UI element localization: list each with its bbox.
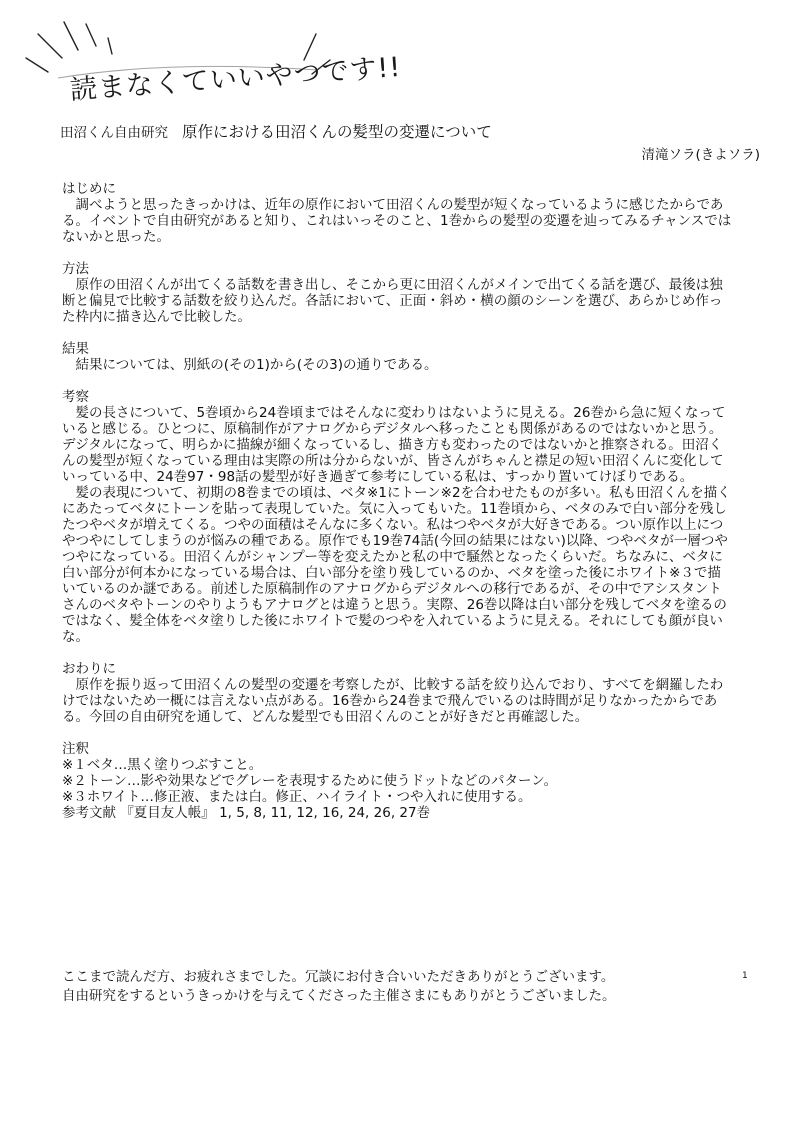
references: 参考文献 『夏目友人帳』 1, 5, 8, 11, 12, 16, 24, 26, 27巻 (62, 805, 431, 821)
section-heading-notes: 注釈 (62, 741, 89, 757)
page-title: 原作における田沼くんの髪型の変遷について (182, 123, 492, 141)
title-prefix: 田沼くん自由研究 (60, 125, 168, 141)
handwritten-note (18, 20, 403, 130)
note-item: ※３ホワイト…修正液、または白。修正、ハイライト・つや入れに使用する。 (62, 789, 532, 805)
method-text: 原作の田沼くんが出てくる話数を書き出し、そこから更に田沼くんがメインで出てくる話を選び、最後は独断と偏見で比較する話数を絞り込んだ。各話において、正面・斜め・横の顔のシーンを選び、あらかじめ作った枠内に描き込んで比較した。 (62, 277, 723, 325)
closing-line: ここまで読んだ方、お疲れさまでした。冗談にお付き合いいただきありがとうございます。 (62, 969, 615, 985)
section-heading-discussion: 考察 (62, 389, 89, 405)
note-item: ※２トーン…影や効果などでグレーを表現するために使うドットなどのパターン。 (62, 773, 558, 789)
notes-section (62, 741, 732, 821)
note-item: ※１ベタ…黒く塗りつぶすこと。 (62, 757, 263, 773)
section-heading-results: 結果 (62, 341, 89, 357)
discussion-paragraph-1: 髪の長さについて、5巻頃から24巻頃まではそんなに変わりはないように見える。26巻から急に短くなっていると感じる。ひとつに、原稿制作がアナログからデジタルへ移ったことも関係があるのではないかと思う。デジタルになって、明らかに描線が細くなっているし、描き方も変わったのではないかと推察される。田沼くんの髪型が短くなっている理由は実際の所は分からないが、皆さんがちゃんと襟足の短い田沼くんに変化していっている中、24巻97・98話の髪型が好き過ぎて参考にしている私は、すっかり置いてけぼりである。 (62, 405, 726, 485)
discussion-paragraph-2: 髪の表現について、初期の8巻までの頃は、ベタ※1にトーン※2を合わせたものが多い。私も田沼くんを描くにあたってベタにトーンを貼って表現していた。気に入ってもいた。11巻頃から、ベタのみで白い部分を残したつやベタが増えてくる。つやの面積はそんなに多くない。私はつやベタが大好きである。つい原作以上につやつやにしてしまうのが悩みの種である。原作でも19巻74話(今回の結果にはない)以降、つやベタが一層つやつやになっている。田沼くんがシャンプー等を変えたかと私の中で騒然となったくらいだ。ちなみに、ベタに白い部分が何本かになっている場合は、白い部分を塗り残しているのか、ベタを塗った後にホワイト※３で描いているのか謎である。前述した原稿制作のアナログからデジタルへの移行であるが、その中でアシスタントさんのベタやトーンのやりようもアナログとは違うと思う。実際、26巻以降は白い部分を残してベタを塗るのではなく、髪全体をベタ塗りした後にホワイトで髪のつやを入れているように見える。それにしても顔が良いな。 (62, 485, 731, 645)
closing-remarks (62, 968, 752, 1006)
title-row (60, 120, 760, 144)
intro-text: 調べようと思ったきっかけは、近年の原作において田沼くんの髪型が短くなっているように感じたからである。イベントで自由研究があると知り、これはいっそのこと、1巻からの髪型の変遷を辿ってみるチャンスではないかと思った。 (62, 197, 732, 245)
closing-line: 自由研究をするというきっかけを与えてくださった主催さまにもありがとうございました。 (62, 988, 616, 1004)
author-name: 清滝ソラ(きよソラ) (641, 147, 760, 163)
document-body (62, 181, 732, 821)
page-number: 1 (742, 971, 748, 981)
results-text: 結果については、別紙の(その1)から(その3)の通りである。 (62, 357, 438, 373)
conclusion-text: 原作を振り返って田沼くんの髪型の変遷を考察したが、比較する話を絞り込んでおり、すべてを網羅したわけではないため一概には言えない点がある。16巻から24巻まで飛んでいるのは時間が足りなかったからである。今回の自由研究を通して、どんな髪型でも田沼くんのことが好きだと再確認した。 (62, 677, 724, 725)
handwritten-note-text: 読まなくていいやつです!! (69, 51, 403, 106)
section-heading-intro: はじめに (62, 181, 116, 197)
section-heading-method: 方法 (62, 261, 89, 277)
section-heading-conclusion: おわりに (62, 661, 116, 677)
